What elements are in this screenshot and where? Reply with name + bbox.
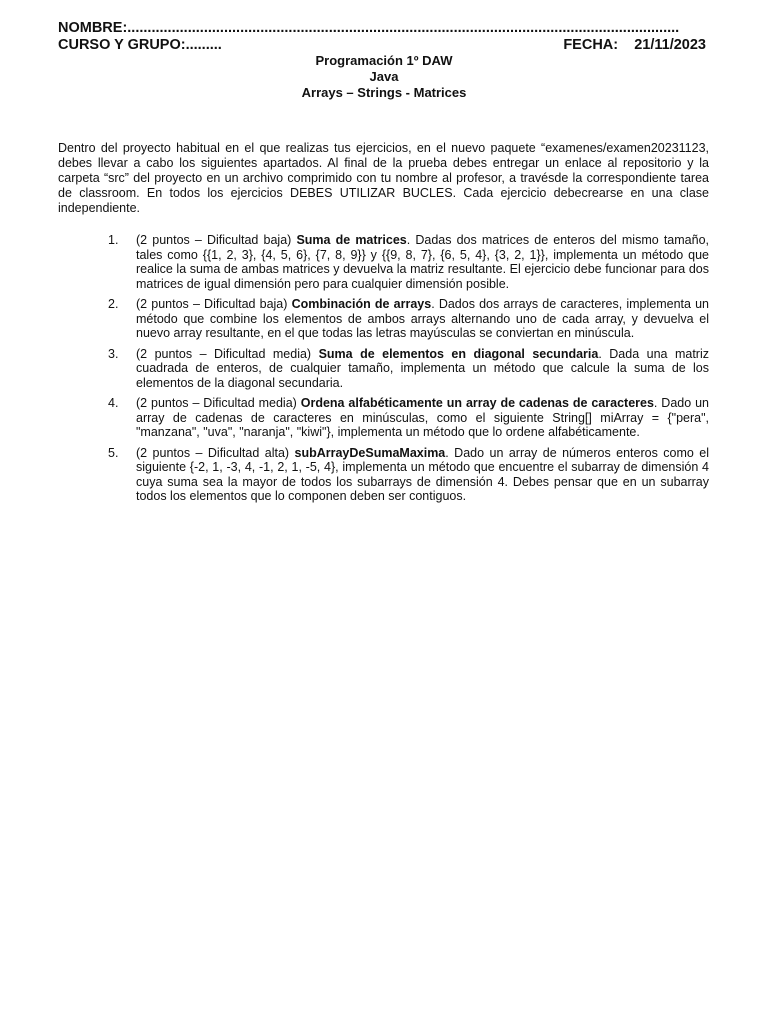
exercise-body: . Dadas dos matrices de enteros del mismo tamaño, tales como {{1, 2, 3}, {4, 5, 6}, {7, 8, 9}} y {{9, 8, 7}, {6, 5, 4}, {3, 2, 1}}, implementa un método que realice la suma de ambas matrices y devuelva la matriz resultante. El ejercicio debe funcionar para dos matrices de igual dimensión pero para cualquier dimensión posible. <box>136 233 709 291</box>
exercise-body: . Dado un array de números enteros como el siguiente {-2, 1, -3, 4, -1, 2, 1, -5, 4}, implementa un método que encuentre el subarray de dimensión 4 cuya suma sea la mayor de todos los subarrays de dimensión 4. Debes pensar que en un subarray todos los elementos que lo componen deben ser contiguos. <box>136 445 709 503</box>
exercise-title: Combinación de arrays <box>291 297 432 311</box>
exercise-body: . Dada una matriz cuadrada de enteros, de cualquier tamaño, implementa un método que calcule la suma de los elementos de la diagonal secundaria. <box>136 346 709 390</box>
exercise-item <box>108 297 709 341</box>
exercise-title: subArrayDeSumaMaxima <box>294 445 446 460</box>
exercise-body: . Dados dos arrays de caracteres, implementa un método que combine los elementos de ambos arrays alternando uno de cada array, y devuelva el nuevo array resultante, en el que todas las letras mayúsculas se conviertan en minúscula. <box>136 297 709 340</box>
exercise-prefix: (2 puntos – Dificultad baja) <box>136 233 297 247</box>
course-title: Programación 1º DAW <box>315 53 453 68</box>
exercise-item <box>108 347 709 391</box>
exercise-prefix: (2 puntos – Dificultad baja) <box>136 297 292 311</box>
exercise-title: Ordena alfabéticamente un array de cadenas de caracteres <box>300 396 654 410</box>
exercise-item <box>108 396 709 440</box>
exercise-list <box>108 233 709 510</box>
exercise-number: 3. <box>108 346 119 361</box>
fecha-label: FECHA: <box>563 37 619 53</box>
exercise-body: . Dado un array de cadenas de caracteres en minúsculas, como el siguiente String[] miArray = {"pera", "manzana", "uva", "naranja", "kiwi"}, implementa un método que lo ordene alfabéticamente. <box>136 396 709 439</box>
exercise-number: 2. <box>108 297 119 311</box>
exercise-prefix: (2 puntos – Dificultad media) <box>136 396 301 410</box>
fecha-value: 21/11/2023 <box>634 37 706 53</box>
nombre-line: NOMBRE:......................................................................................................................................... <box>58 20 680 36</box>
exercise-number: 5. <box>108 445 119 460</box>
intro-paragraph: Dentro del proyecto habitual en el que realizas tus ejercicios, en el nuevo paquete “examenes/examen20231123, debes llevar a cabo los siguientes apartados. Al final de la prueba debes entregar un enlace al repositorio y la carpeta “src” del proyecto en un archivo comprimido con tu nombre al profesor, a travésde la correspondiente tarea de classroom. En todos los ejercicios DEBES UTILIZAR BUCLES. Cada ejercicio debecrearse en una clase independiente. <box>58 140 709 215</box>
exercise-item <box>108 233 709 291</box>
exercise-title: Suma de matrices <box>296 233 407 247</box>
language-title: Java <box>369 69 399 84</box>
topic-title: Arrays – Strings - Matrices <box>301 85 467 100</box>
exercise-prefix: (2 puntos – Dificultad alta) <box>136 445 295 460</box>
curso-grupo-line: CURSO Y GRUPO:......... <box>58 37 222 53</box>
exercise-number: 4. <box>108 396 119 410</box>
exercise-number: 1. <box>108 233 119 247</box>
curso-fecha-row <box>58 37 706 54</box>
exercise-title: Suma de elementos en diagonal secundaria <box>318 346 599 361</box>
title-block <box>0 53 768 101</box>
exercise-item <box>108 446 709 504</box>
fecha-group <box>563 37 706 54</box>
exercise-prefix: (2 puntos – Dificultad media) <box>136 346 319 361</box>
